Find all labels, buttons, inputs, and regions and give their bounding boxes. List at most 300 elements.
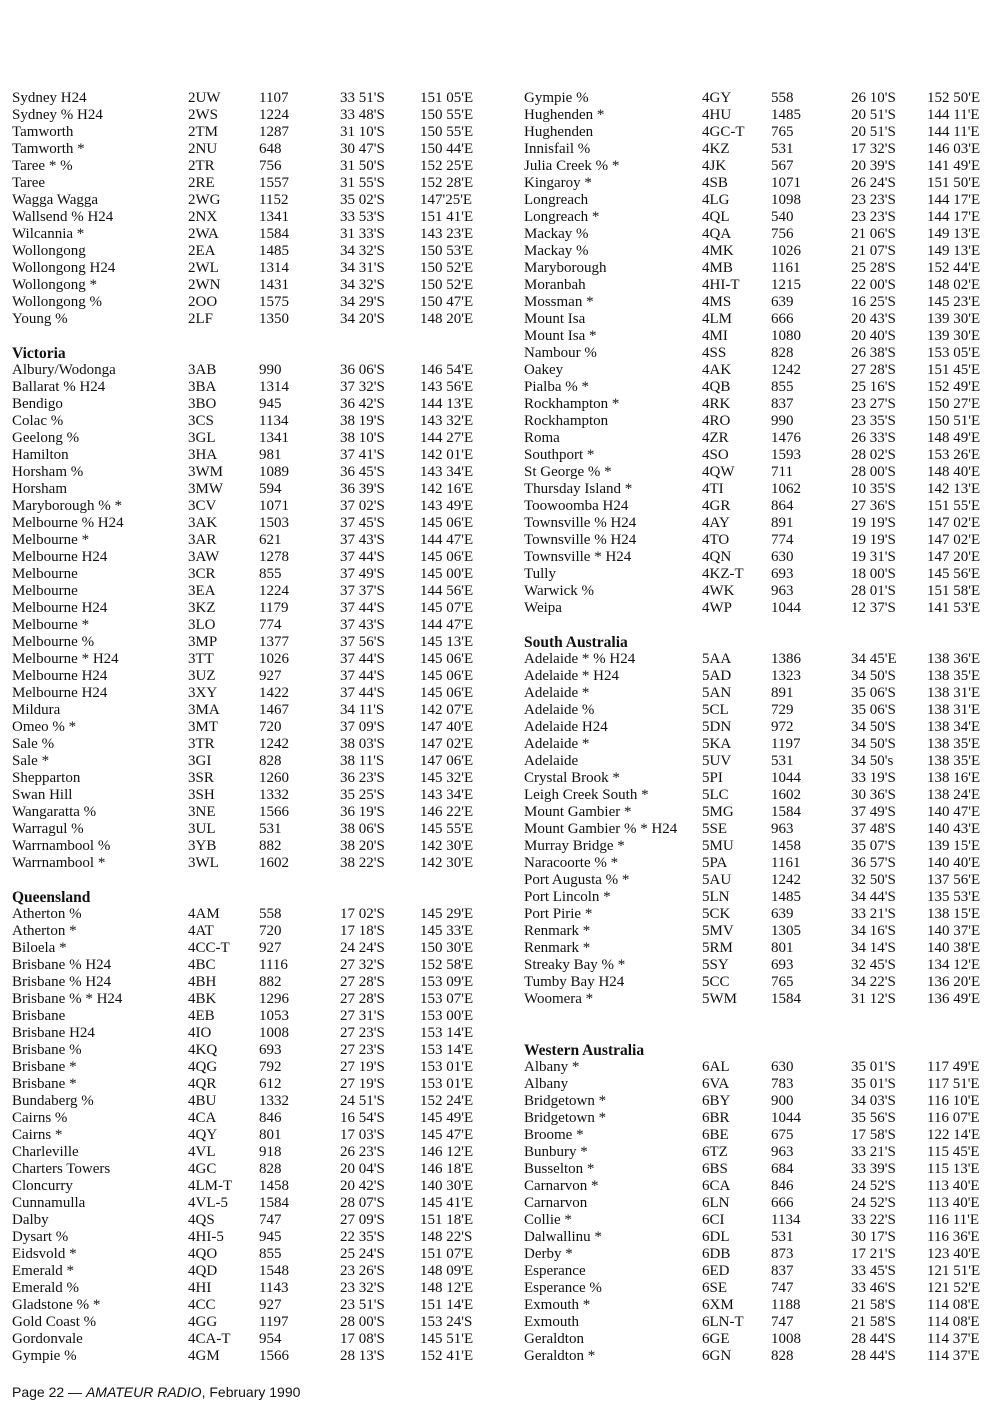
- station-row: [524, 141, 1000, 158]
- station-longitude: 143 32'E: [420, 413, 474, 429]
- station-longitude: 143 34'E: [420, 464, 474, 480]
- station-row: [524, 957, 1000, 974]
- station-frequency: 747: [771, 1280, 794, 1296]
- station-row: [12, 1042, 497, 1059]
- station-callsign: 4GR: [702, 498, 731, 514]
- station-callsign: 4CA: [188, 1110, 217, 1126]
- station-frequency: 720: [259, 923, 282, 939]
- station-frequency: 1332: [259, 787, 289, 803]
- station-latitude: 27 32'S: [340, 957, 385, 973]
- station-longitude: 138 16'E: [927, 770, 981, 786]
- station-location: Horsham %: [12, 464, 84, 480]
- station-row: [524, 838, 1000, 855]
- station-row: [12, 855, 497, 872]
- station-callsign: 2UW: [188, 90, 221, 106]
- station-row: [12, 141, 497, 158]
- station-longitude: 145 29'E: [420, 906, 474, 922]
- station-row: [12, 1348, 497, 1365]
- station-row: [524, 294, 1000, 311]
- station-longitude: 136 49'E: [927, 991, 981, 1007]
- station-latitude: 27 23'S: [340, 1025, 385, 1041]
- station-row: [12, 1331, 497, 1348]
- station-location: Longreach *: [524, 209, 600, 225]
- station-location: Mackay %: [524, 226, 589, 242]
- station-latitude: 24 52'S: [851, 1178, 896, 1194]
- station-location: Sydney H24: [12, 90, 87, 106]
- station-location: Emerald *: [12, 1263, 75, 1279]
- station-longitude: 143 49'E: [420, 498, 474, 514]
- station-longitude: 147 02'E: [420, 736, 474, 752]
- station-latitude: 36 57'S: [851, 855, 896, 871]
- station-frequency: 837: [771, 396, 794, 412]
- station-row: [524, 1297, 1000, 1314]
- station-latitude: 37 41'S: [340, 447, 385, 463]
- station-location: Collie *: [524, 1212, 572, 1228]
- station-callsign: 5MV: [702, 923, 734, 939]
- station-callsign: 2TR: [188, 158, 215, 174]
- station-longitude: 140 37'E: [927, 923, 981, 939]
- station-longitude: 137 56'E: [927, 872, 981, 888]
- station-longitude: 136 20'E: [927, 974, 981, 990]
- station-row: [524, 889, 1000, 906]
- station-frequency: 1386: [771, 651, 801, 667]
- station-row: [12, 1093, 497, 1110]
- station-frequency: 792: [259, 1059, 282, 1075]
- station-location: Oakey: [524, 362, 564, 378]
- station-row: [524, 1314, 1000, 1331]
- station-location: Renmark *: [524, 923, 591, 939]
- station-callsign: 6LN-T: [702, 1314, 744, 1330]
- station-row: [12, 1144, 497, 1161]
- station-callsign: 2WS: [188, 107, 218, 123]
- station-callsign: 4GM: [188, 1348, 220, 1364]
- station-location: Melbourne H24: [12, 549, 108, 565]
- station-row: [524, 311, 1000, 328]
- station-callsign: 2WL: [188, 260, 219, 276]
- station-frequency: 927: [259, 1297, 282, 1313]
- station-latitude: 25 28'S: [851, 260, 896, 276]
- station-frequency: 882: [259, 838, 282, 854]
- station-callsign: 5WM: [702, 991, 737, 1007]
- station-frequency: 1152: [259, 192, 289, 208]
- station-row: [12, 158, 497, 175]
- station-latitude: 35 02'S: [340, 192, 385, 208]
- station-latitude: 37 44'S: [340, 651, 385, 667]
- station-longitude: 117 49'E: [927, 1059, 980, 1075]
- station-frequency: 765: [771, 124, 794, 140]
- footer-date: , February 1990: [201, 1384, 301, 1400]
- station-row: [524, 1229, 1000, 1246]
- station-longitude: 151 05'E: [420, 90, 474, 106]
- station-location: Renmark *: [524, 940, 591, 956]
- station-longitude: 145 06'E: [420, 549, 474, 565]
- station-callsign: 3WM: [188, 464, 223, 480]
- station-longitude: 152 50'E: [927, 90, 981, 106]
- station-callsign: 4BU: [188, 1093, 217, 1109]
- station-latitude: 20 39'S: [851, 158, 896, 174]
- station-frequency: 774: [771, 532, 794, 548]
- station-row: [12, 107, 497, 124]
- station-row: [12, 753, 497, 770]
- station-latitude: 37 43'S: [340, 532, 385, 548]
- station-location: Busselton *: [524, 1161, 595, 1177]
- station-location: Brisbane H24: [12, 1025, 95, 1041]
- station-row: [12, 1025, 497, 1042]
- station-longitude: 148 22'S: [420, 1229, 473, 1245]
- station-callsign: 4GY: [702, 90, 732, 106]
- station-latitude: 19 19'S: [851, 532, 896, 548]
- station-frequency: 1296: [259, 991, 289, 1007]
- station-callsign: 2TM: [188, 124, 218, 140]
- station-callsign: 4QY: [188, 1127, 218, 1143]
- station-callsign: 6ED: [702, 1263, 730, 1279]
- station-location: Taree: [12, 175, 46, 191]
- station-longitude: 152 49'E: [927, 379, 981, 395]
- station-location: Gordonvale: [12, 1331, 83, 1347]
- station-frequency: 891: [771, 685, 794, 701]
- station-frequency: 855: [259, 566, 282, 582]
- station-frequency: 891: [771, 515, 794, 531]
- station-frequency: 1602: [259, 855, 289, 871]
- station-frequency: 963: [771, 583, 794, 599]
- station-latitude: 35 07'S: [851, 838, 896, 854]
- station-longitude: 153 01'E: [420, 1059, 474, 1075]
- station-frequency: 828: [259, 1161, 282, 1177]
- station-longitude: 140 30'E: [420, 1178, 474, 1194]
- station-latitude: 23 35'S: [851, 413, 896, 429]
- station-location: Adelaide: [524, 753, 579, 769]
- station-longitude: 150 47'E: [420, 294, 474, 310]
- station-callsign: 4BH: [188, 974, 217, 990]
- station-longitude: 147 02'E: [927, 532, 981, 548]
- station-row: [12, 209, 497, 226]
- station-row: [524, 328, 1000, 345]
- station-callsign: 2WN: [188, 277, 221, 293]
- station-longitude: 145 07'E: [420, 600, 474, 616]
- station-frequency: 1062: [771, 481, 801, 497]
- station-latitude: 22 35'S: [340, 1229, 385, 1245]
- station-row: [524, 464, 1000, 481]
- station-row: [12, 413, 497, 430]
- station-frequency: 1161: [771, 855, 801, 871]
- station-location: Weipa: [524, 600, 562, 616]
- station-location: Adelaide *: [524, 685, 590, 701]
- station-location: Adelaide *: [524, 736, 590, 752]
- station-frequency: 594: [259, 481, 282, 497]
- station-latitude: 31 12'S: [851, 991, 896, 1007]
- station-latitude: 26 10'S: [851, 90, 896, 106]
- station-latitude: 28 13'S: [340, 1348, 385, 1364]
- station-callsign: 6DB: [702, 1246, 731, 1262]
- station-callsign: 4QG: [188, 1059, 218, 1075]
- station-row: [524, 1178, 1000, 1195]
- station-row: [524, 1110, 1000, 1127]
- station-row: [12, 124, 497, 141]
- station-location: St George % *: [524, 464, 612, 480]
- station-latitude: 34 14'S: [851, 940, 896, 956]
- station-callsign: 3AK: [188, 515, 218, 531]
- station-location: Warrnambool *: [12, 855, 106, 871]
- station-row: [12, 243, 497, 260]
- station-callsign: 4KZ: [702, 141, 730, 157]
- station-location: Geraldton *: [524, 1348, 596, 1364]
- station-latitude: 32 45'S: [851, 957, 896, 973]
- station-latitude: 17 58'S: [851, 1127, 896, 1143]
- station-latitude: 23 51'S: [340, 1297, 385, 1313]
- station-row: [12, 974, 497, 991]
- station-row: [524, 90, 1000, 107]
- station-frequency: 1008: [771, 1331, 801, 1347]
- station-row: [524, 175, 1000, 192]
- station-longitude: 116 36'E: [927, 1229, 980, 1245]
- station-row: [12, 1110, 497, 1127]
- station-row: [12, 719, 497, 736]
- station-frequency: 1566: [259, 804, 289, 820]
- station-callsign: 3YB: [188, 838, 217, 854]
- station-frequency: 1044: [771, 770, 801, 786]
- station-longitude: 138 36'E: [927, 651, 981, 667]
- station-frequency: 1422: [259, 685, 289, 701]
- station-latitude: 34 50'S: [851, 736, 896, 752]
- station-callsign: 6TZ: [702, 1144, 728, 1160]
- station-row: [12, 1246, 497, 1263]
- station-latitude: 20 43'S: [851, 311, 896, 327]
- station-latitude: 25 16'S: [851, 379, 896, 395]
- station-frequency: 1332: [259, 1093, 289, 1109]
- station-longitude: 150 51'E: [927, 413, 981, 429]
- station-row: [524, 600, 1000, 617]
- station-callsign: 4KZ-T: [702, 566, 744, 582]
- station-row: [524, 430, 1000, 447]
- station-longitude: 150 30'E: [420, 940, 474, 956]
- station-row: [524, 566, 1000, 583]
- footer-magazine: AMATEUR RADIO: [85, 1384, 202, 1400]
- station-latitude: 19 19'S: [851, 515, 896, 531]
- station-row: [12, 481, 497, 498]
- station-location: Bridgetown *: [524, 1110, 607, 1126]
- station-callsign: 3MA: [188, 702, 220, 718]
- station-longitude: 117 51'E: [927, 1076, 980, 1092]
- station-latitude: 34 29'S: [340, 294, 385, 310]
- station-callsign: 4CC-T: [188, 940, 230, 956]
- station-callsign: 3BA: [188, 379, 217, 395]
- station-longitude: 144 11'E: [927, 124, 980, 140]
- station-latitude: 34 32'S: [340, 277, 385, 293]
- station-row: [524, 1280, 1000, 1297]
- station-latitude: 36 19'S: [340, 804, 385, 820]
- station-longitude: 151 14'E: [420, 1297, 474, 1313]
- station-latitude: 34 32'S: [340, 243, 385, 259]
- station-location: Murray Bridge *: [524, 838, 625, 854]
- station-location: Omeo % *: [12, 719, 77, 735]
- station-frequency: 1242: [771, 872, 801, 888]
- station-longitude: 153 00'E: [420, 1008, 474, 1024]
- station-callsign: 5PA: [702, 855, 728, 871]
- station-location: Thursday Island *: [524, 481, 633, 497]
- station-latitude: 27 28'S: [851, 362, 896, 378]
- station-longitude: 151 07'E: [420, 1246, 474, 1262]
- station-longitude: 148 20'E: [420, 311, 474, 327]
- station-frequency: 1584: [259, 226, 289, 242]
- station-row: [12, 294, 497, 311]
- station-callsign: 4KQ: [188, 1042, 218, 1058]
- station-location: Melbourne: [12, 583, 78, 599]
- station-latitude: 37 43'S: [340, 617, 385, 633]
- station-row: [12, 702, 497, 719]
- station-latitude: 34 45'E: [851, 651, 897, 667]
- station-row: [524, 770, 1000, 787]
- station-longitude: 148 40'E: [927, 464, 981, 480]
- station-longitude: 145 06'E: [420, 651, 474, 667]
- station-callsign: 6DL: [702, 1229, 730, 1245]
- station-frequency: 1341: [259, 209, 289, 225]
- station-frequency: 990: [259, 362, 282, 378]
- station-longitude: 153 05'E: [927, 345, 981, 361]
- station-location: Melbourne H24: [12, 685, 108, 701]
- station-longitude: 113 40'E: [927, 1178, 980, 1194]
- station-callsign: 3CS: [188, 413, 214, 429]
- station-latitude: 34 11'S: [340, 702, 385, 718]
- station-row: [12, 379, 497, 396]
- station-longitude: 145 06'E: [420, 515, 474, 531]
- station-row: [524, 209, 1000, 226]
- station-longitude: 153 26'E: [927, 447, 981, 463]
- station-location: Crystal Brook *: [524, 770, 620, 786]
- station-callsign: 6BY: [702, 1093, 731, 1109]
- station-location: Carnarvon: [524, 1195, 588, 1211]
- station-location: Broome *: [524, 1127, 584, 1143]
- station-longitude: 114 37'E: [927, 1348, 980, 1364]
- station-latitude: 38 10'S: [340, 430, 385, 446]
- station-location: Sale *: [12, 753, 50, 769]
- station-row: [12, 1008, 497, 1025]
- station-callsign: 2NU: [188, 141, 218, 157]
- station-latitude: 27 36'S: [851, 498, 896, 514]
- station-callsign: 4QB: [702, 379, 731, 395]
- station-latitude: 38 19'S: [340, 413, 385, 429]
- station-frequency: 1080: [771, 328, 801, 344]
- station-section: [12, 345, 497, 872]
- station-latitude: 27 19'S: [340, 1076, 385, 1092]
- station-frequency: 873: [771, 1246, 794, 1262]
- station-callsign: 3TR: [188, 736, 215, 752]
- station-callsign: 5KA: [702, 736, 732, 752]
- station-row: [524, 226, 1000, 243]
- station-latitude: 37 44'S: [340, 668, 385, 684]
- station-location: Brisbane % * H24: [12, 991, 123, 1007]
- station-longitude: 148 02'E: [927, 277, 981, 293]
- station-latitude: 26 24'S: [851, 175, 896, 191]
- station-longitude: 138 35'E: [927, 753, 981, 769]
- station-callsign: 4QN: [702, 549, 732, 565]
- station-longitude: 152 44'E: [927, 260, 981, 276]
- station-longitude: 135 53'E: [927, 889, 981, 905]
- station-callsign: 3TT: [188, 651, 214, 667]
- station-row: [524, 923, 1000, 940]
- station-frequency: 1458: [771, 838, 801, 854]
- station-location: Colac %: [12, 413, 64, 429]
- station-longitude: 145 13'E: [420, 634, 474, 650]
- station-callsign: 3XY: [188, 685, 218, 701]
- station-row: [12, 940, 497, 957]
- station-row: [524, 821, 1000, 838]
- station-latitude: 18 00'S: [851, 566, 896, 582]
- station-row: [12, 1229, 497, 1246]
- station-frequency: 972: [771, 719, 794, 735]
- station-latitude: 36 06'S: [340, 362, 385, 378]
- station-latitude: 33 19'S: [851, 770, 896, 786]
- station-row: [12, 634, 497, 651]
- station-callsign: 5AD: [702, 668, 732, 684]
- station-location: Emerald %: [12, 1280, 80, 1296]
- station-location: Mildura: [12, 702, 61, 718]
- station-callsign: 4MI: [702, 328, 728, 344]
- station-location: Southport *: [524, 447, 595, 463]
- station-row: [524, 753, 1000, 770]
- station-longitude: 152 41'E: [420, 1348, 474, 1364]
- station-latitude: 20 04'S: [340, 1161, 385, 1177]
- station-callsign: 4CC: [188, 1297, 216, 1313]
- station-row: [12, 821, 497, 838]
- station-callsign: 4RO: [702, 413, 731, 429]
- station-latitude: 34 22'S: [851, 974, 896, 990]
- station-latitude: 17 08'S: [340, 1331, 385, 1347]
- station-frequency: 1134: [259, 413, 289, 429]
- station-frequency: 639: [771, 294, 794, 310]
- station-callsign: 4WP: [702, 600, 732, 616]
- station-frequency: 1485: [771, 107, 801, 123]
- station-callsign: 6LN: [702, 1195, 730, 1211]
- station-latitude: 37 48'S: [851, 821, 896, 837]
- station-longitude: 144 27'E: [420, 430, 474, 446]
- station-longitude: 144 47'E: [420, 532, 474, 548]
- station-latitude: 24 52'S: [851, 1195, 896, 1211]
- station-latitude: 34 20'S: [340, 311, 385, 327]
- station-location: Gladstone % *: [12, 1297, 101, 1313]
- station-callsign: 2LF: [188, 311, 214, 327]
- station-row: [524, 974, 1000, 991]
- station-frequency: 567: [771, 158, 794, 174]
- station-callsign: 5LC: [702, 787, 729, 803]
- station-frequency: 1224: [259, 583, 289, 599]
- station-callsign: 4RK: [702, 396, 731, 412]
- station-location: Exmouth: [524, 1314, 579, 1330]
- station-longitude: 122 14'E: [927, 1127, 981, 1143]
- station-frequency: 756: [771, 226, 794, 242]
- station-longitude: 142 07'E: [420, 702, 474, 718]
- station-callsign: 5AA: [702, 651, 732, 667]
- station-frequency: 1287: [259, 124, 289, 140]
- station-frequency: 684: [771, 1161, 794, 1177]
- station-location: Adelaide H24: [524, 719, 608, 735]
- station-location: Gympie %: [12, 1348, 77, 1364]
- station-longitude: 138 34'E: [927, 719, 981, 735]
- station-frequency: 918: [259, 1144, 282, 1160]
- station-longitude: 146 03'E: [927, 141, 981, 157]
- station-callsign: 4AT: [188, 923, 214, 939]
- station-frequency: 1431: [259, 277, 289, 293]
- station-latitude: 20 51'S: [851, 107, 896, 123]
- station-location: Kingaroy *: [524, 175, 592, 191]
- station-location: Innisfail %: [524, 141, 591, 157]
- station-row: [524, 107, 1000, 124]
- station-callsign: 6AL: [702, 1059, 730, 1075]
- station-location: Carnarvon *: [524, 1178, 599, 1194]
- station-longitude: 114 08'E: [927, 1297, 980, 1313]
- station-location: Rockhampton: [524, 413, 609, 429]
- station-location: Tully: [524, 566, 556, 582]
- station-row: [12, 787, 497, 804]
